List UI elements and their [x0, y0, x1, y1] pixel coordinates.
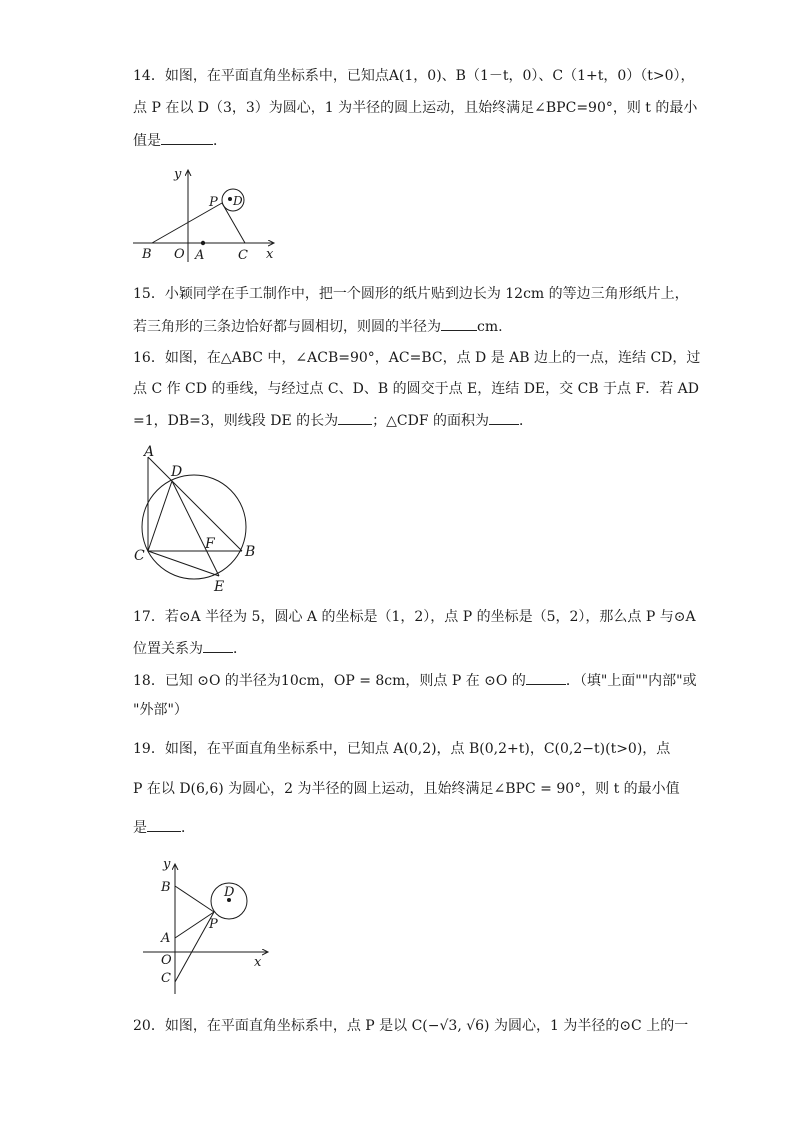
q16-line-3-end: ．: [519, 413, 534, 429]
q14-label-o: O: [174, 247, 185, 262]
q18-line-1-text: 18．已知 ⊙O 的半径为10cm，OP = 8cm，则点 P 在 ⊙O 的: [133, 673, 526, 689]
q16-label-a: A: [144, 444, 155, 460]
q16-line-1: 16．如图，在△ABC 中，∠ACB=90°，AC=BC，点 D 是 AB 边上的一点，连结 CD，过: [133, 350, 701, 366]
q16-label-c: C: [134, 548, 145, 564]
q16-line-2: 点 C 作 CD 的垂线，与经过点 C、D、B 的圆交于点 E，连结 DE，交 CB 于点 F．若 AD: [133, 381, 699, 397]
q19-label-c: C: [161, 971, 171, 986]
q15-line-2-end: cm.: [477, 319, 503, 335]
q14-label-x: x: [266, 247, 274, 262]
q18-line-1-end: ．（填"上面""内部"或: [565, 673, 697, 689]
q19-label-x: x: [254, 955, 262, 970]
q14-line-2: 点 P 在以 D（3，3）为圆心，1 为半径的圆上运动，且始终满足∠BPC=90°，则 t 的最小: [133, 100, 698, 116]
q19-label-b: B: [161, 880, 171, 895]
q19-line-3-end: ．: [181, 820, 195, 836]
q16-line-3-text: =1，DB=3，则线段 DE 的长为: [133, 413, 339, 429]
q16-label-e: E: [214, 579, 225, 595]
q14-line-1: 14．如图，在平面直角坐标系中，已知点A(1，0)、B（1－t，0）、C（1+t，0）（t>0），: [133, 68, 695, 84]
q19-label-a: A: [161, 931, 171, 946]
q17-line-2-end: ．: [233, 641, 247, 657]
q19-line-1: 19．如图，在平面直角坐标系中，已知点 A(0,2)，点 B(0,2+t)，C(0,2−t)(t>0)，点: [133, 741, 671, 757]
q14-label-y: y: [174, 167, 182, 182]
q19-label-y: y: [163, 857, 171, 872]
q14-label-p: P: [209, 195, 218, 210]
q19-label-d: D: [224, 885, 235, 900]
q16-label-b: B: [245, 544, 256, 560]
q14-label-d: D: [233, 194, 243, 208]
q20-line-1: 20．如图，在平面直角坐标系中，点 P 是以 C(−√3, √6) 为圆心，1 为半径的⊙C 上的一: [133, 1018, 689, 1034]
q17-line-1: 17．若⊙A 半径为 5，圆心 A 的坐标是（1，2），点 P 的坐标是（5，2），那么点 P 与⊙A: [133, 609, 696, 625]
q14-label-b: B: [142, 247, 152, 262]
q14-label-a: A: [195, 248, 205, 263]
q15-line-1: 15．小颖同学在手工制作中，把一个圆形的纸片贴到边长为 12cm 的等边三角形纸片上，: [133, 286, 689, 302]
q18-line-2: "外部"）: [133, 702, 188, 718]
q19-line-3-text: 是: [133, 820, 147, 836]
q15-line-2-text: 若三角形的三条边恰好都与圆相切，则圆的半径为: [133, 319, 441, 335]
q16-label-f: F: [205, 536, 215, 552]
q16-label-d: D: [171, 464, 183, 480]
q19-label-p: P: [209, 917, 218, 932]
q14-label-c: C: [238, 248, 248, 263]
q14-line-3-end: ．: [213, 133, 227, 149]
q19-segment-bp: [175, 886, 214, 912]
q19-label-o: O: [161, 953, 172, 968]
q19-line-2: P 在以 D(6,6) 为圆心，2 为半径的圆上运动，且始终满足∠BPC = 90°，则 t 的最小值: [133, 781, 680, 797]
q16-line-3-mid: ；△CDF 的面积为: [372, 413, 490, 429]
q14-line-3-text: 值是: [133, 133, 161, 149]
q17-line-2-text: 位置关系为: [133, 641, 203, 657]
